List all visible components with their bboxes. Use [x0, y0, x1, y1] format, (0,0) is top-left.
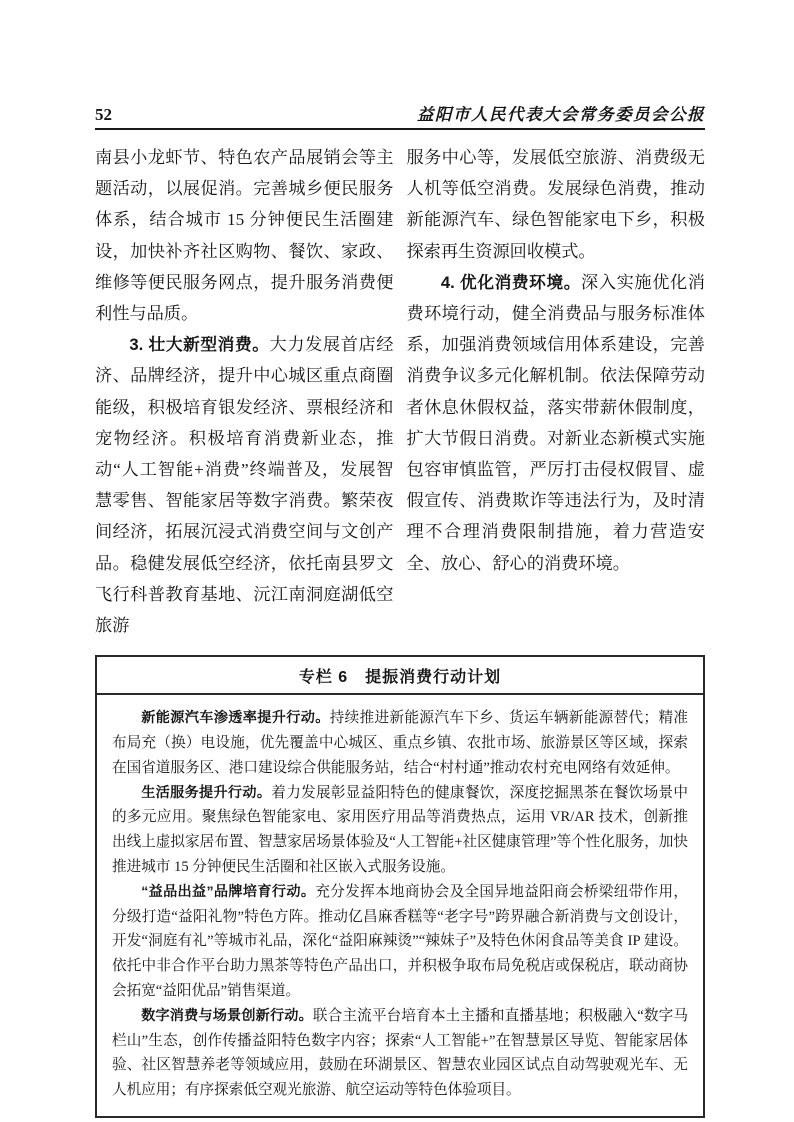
page-number: 52: [95, 105, 112, 124]
paragraph: [407, 267, 706, 579]
paragraph-text: 持续推进新能源汽车下乡、货运车辆新能源替代；精准布局充（换）电设施，优先覆盖中心城区、重点乡镇、农批市场、旅游景区等区域，探索在国省道服务区、港口建设综合供能服务站，结合“村村通”推动农村充电网络有效延伸。: [112, 710, 688, 776]
paragraph: [112, 781, 688, 880]
running-header: [95, 106, 705, 130]
paragraph-text: 充分发挥本地商协会及全国异地益阳商会桥梁纽带作用，分级打造“益阳礼物”特色方阵。推动亿昌麻香糕等“老字号”跨界融合新消费与文创设计，开发“洞庭有礼”等城市礼品，深化“益阳麻辣烫”“辣妹子”及特色休闲食品等美食 IP 建设。依托中非合作平台助力黑茶等特色产品出口，并积极争取布局免税店或保税店，联动商协会拓宽“益阳优品”销售渠道。: [112, 883, 688, 1000]
paragraph-text: 南县小龙虾节、特色农产品展销会等主题活动，以展促消。完善城乡便民服务体系，结合城市 15 分钟便民生活圈建设，加快补齐社区购物、餐饮、家政、维修等便民服务网点，提升服务消费便利性与品质。: [95, 148, 394, 324]
paragraph-lead: 生活服务提升行动。: [141, 784, 272, 801]
paragraph: [112, 880, 688, 1004]
paragraph: [95, 142, 394, 329]
paragraph-text: 大力发展首店经济、品牌经济，提升中心城区重点商圈能级，积极培育银发经济、票根经济和宠物经济。积极培育消费新业态，推动“人工智能+消费”终端普及，发展智慧零售、智能家居等数字消费。繁荣夜间经济，拓展沉浸式消费空间与文创产品。稳健发展低空经济，依托南县罗文飞行科普教育基地、沅江南洞庭湖低空旅游: [95, 335, 394, 636]
page-content: [95, 106, 705, 1118]
publication-title: 益阳市人民代表大会常务委员会公报: [417, 104, 705, 124]
feature-box-body: [97, 695, 703, 1116]
paragraph-text: 服务中心等，发展低空旅游、消费级无人机等低空消费。发展绿色消费，推动新能源汽车、绿色智能家电下乡，积极探索再生资源回收模式。: [406, 148, 705, 261]
paragraph: [112, 1004, 688, 1103]
paragraph-lead: 4. 优化消费环境。: [440, 272, 582, 292]
paragraph: [95, 329, 394, 641]
right-column: [407, 142, 706, 641]
paragraph-lead: 3. 壮大新型消费。: [129, 335, 270, 355]
paragraph-lead: 数字消费与场景创新行动。: [141, 1007, 313, 1024]
left-column: [95, 142, 394, 641]
paragraph-text: 联合主流平台培育本土主播和直播基地；积极融入“数字马栏山”生态，创作传播益阳特色数字内容；探索“人工智能+”在智慧景区导览、智能家居体验、社区智慧养老等领域应用，鼓励在环湖景区、智慧农业园区试点自动驾驶观光车、无人机应用；有序探索低空观光旅游、航空运动等特色体验项目。: [112, 1007, 688, 1099]
paragraph-lead: “益品出益”品牌培育行动。: [141, 883, 316, 900]
article-body: [95, 142, 705, 641]
paragraph: [112, 706, 688, 780]
paragraph-text: 着力发展彰显益阳特色的健康餐饮，深度挖掘黑茶在餐饮场景中的多元应用。聚焦绿色智能家电、家用医疗用品等消费热点，运用 VR/AR 技术，创新推出线上虚拟家居布置、智慧家居场景体验及“人工智能+社区健康管理”等个性化服务，加快推进城市 15 分钟便民生活圈和社区嵌入式服务设施。: [112, 784, 688, 876]
paragraph: [407, 142, 706, 267]
paragraph-text: 深入实施优化消费环境行动，健全消费品与服务标准体系，加强消费领域信用体系建设，完善消费争议多元化解机制。依法保障劳动者休息休假权益，落实带薪休假制度，扩大节假日消费。对新业态新模式实施包容审慎监管，严厉打击侵权假冒、虚假宣传、消费欺诈等违法行为，及时清理不合理消费限制措施，着力营造安全、放心、舒心的消费环境。: [406, 272, 705, 573]
feature-box: [95, 655, 705, 1118]
feature-box-title: 专栏 6 提振消费行动计划: [97, 657, 703, 695]
paragraph-lead: 新能源汽车渗透率提升行动。: [141, 710, 330, 727]
